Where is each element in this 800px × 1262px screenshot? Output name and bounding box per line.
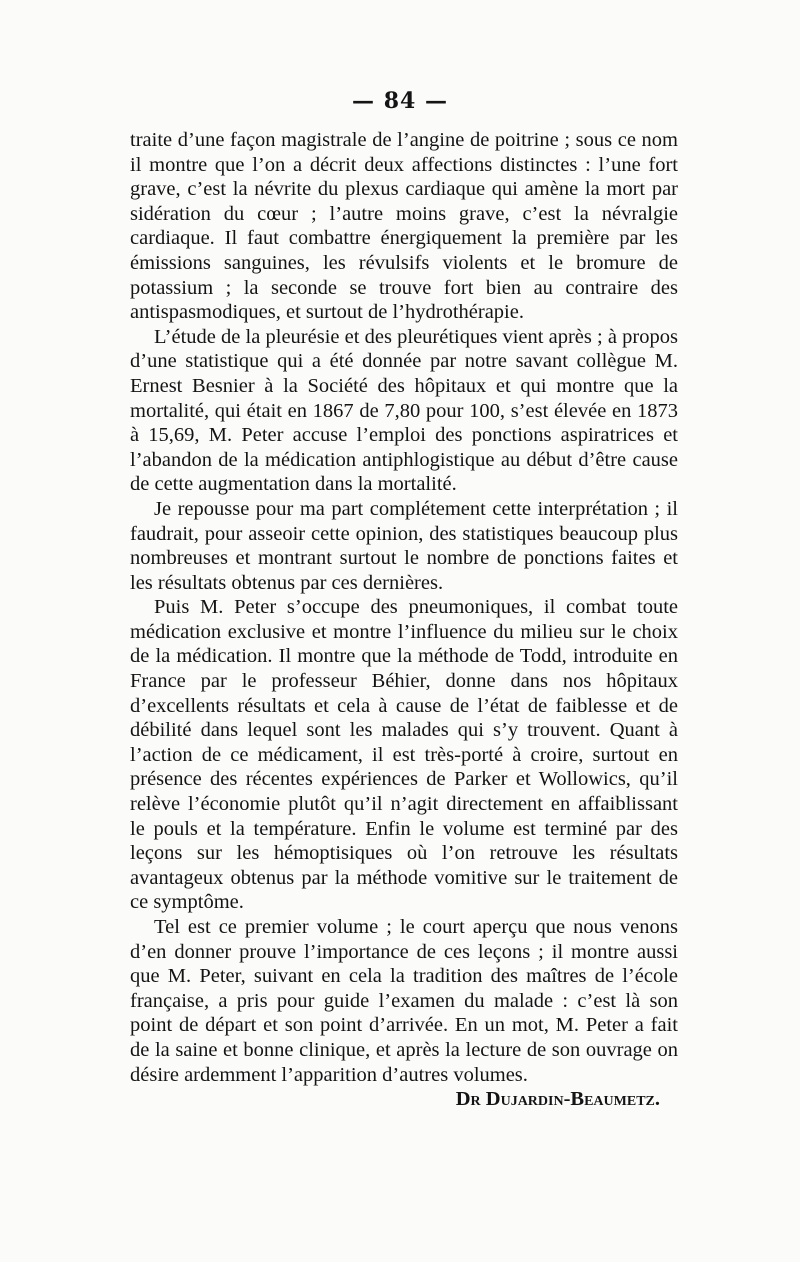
body-text bbox=[130, 128, 678, 1112]
paragraph-angine: traite d’une façon magistrale de l’angine de poitrine ; sous ce nom il montre que l’on a décrit deux affections distinctes : l’une fort grave, c’est la névrite du plexus cardiaque qui amène la mort par sidération du cœur ; l’autre moins grave, c’est la névralgie cardiaque. Il faut combattre énergiquement la première par les émissions sanguines, les révulsifs violents et le bromure de potassium ; la seconde se trouve fort bien au contraire des antispasmodiques, et surtout de l’hydrothérapie. bbox=[130, 129, 678, 324]
paragraph-pneumoniques: Puis M. Peter s’occupe des pneumoniques, il combat toute médication exclusive et montre l’influence du milieu sur le choix de la médication. Il montre que la méthode de Todd, introduite en France par le professeur Béhier, donne dans nos hôpitaux d’excellents résultats et cela à cause de l’état de faiblesse et de débilité dans lequel sont les malades qui s’y trouvent. Quant à l’action de ce médicament, il est très-porté à croire, surtout en présence des récentes expériences de Parker et Wollowics, qu’il relève l’économie plutôt qu’il n’agit directement en affaiblissant le pouls et la température. Enfin le volume est terminé par des leçons sur les hémoptisiques où l’on retrouve les résultats avantageux obtenus par la méthode vomitive sur le traitement de ce symptôme. bbox=[130, 596, 678, 914]
paragraph-conclusion: Tel est ce premier volume ; le court aperçu que nous venons d’en donner prouve l’importance de ces leçons ; il montre aussi que M. Peter, suivant en cela la tradition des maîtres de l’école française, a pris pour guide l’examen du malade : c’est là son point de départ et son point d’arrivée. En un mot, M. Peter a fait de la saine et bonne clinique, et après la lecture de son ouvrage on désire ardemment l’apparition d’autres volumes. bbox=[130, 916, 678, 1086]
paragraph-pleuresie: L’étude de la pleurésie et des pleurétiques vient après ; à propos d’une statistique qui a été donnée par notre savant collègue M. Ernest Besnier à la Société des hôpitaux et qui montre que la mortalité, qui était en 1867 de 7,80 pour 100, s’est élevée en 1873 à 15,69, M. Peter accuse l’emploi des ponctions aspiratrices et l’abandon de la médication antiphlogistique au début d’être cause de cette augmentation dans la mortalité. bbox=[130, 325, 678, 496]
author-signature: Dr Dujardin-Beaumetz. bbox=[455, 1088, 660, 1111]
paragraph-interpretation: Je repousse pour ma part complétement cette interprétation ; il faudrait, pour asseoir cette opinion, des statistiques beaucoup plus nombreuses et montrant surtout le nombre de ponctions faites et les résultats obtenus par ces dernières. bbox=[130, 497, 678, 594]
page-number: — 84 — bbox=[352, 88, 448, 114]
